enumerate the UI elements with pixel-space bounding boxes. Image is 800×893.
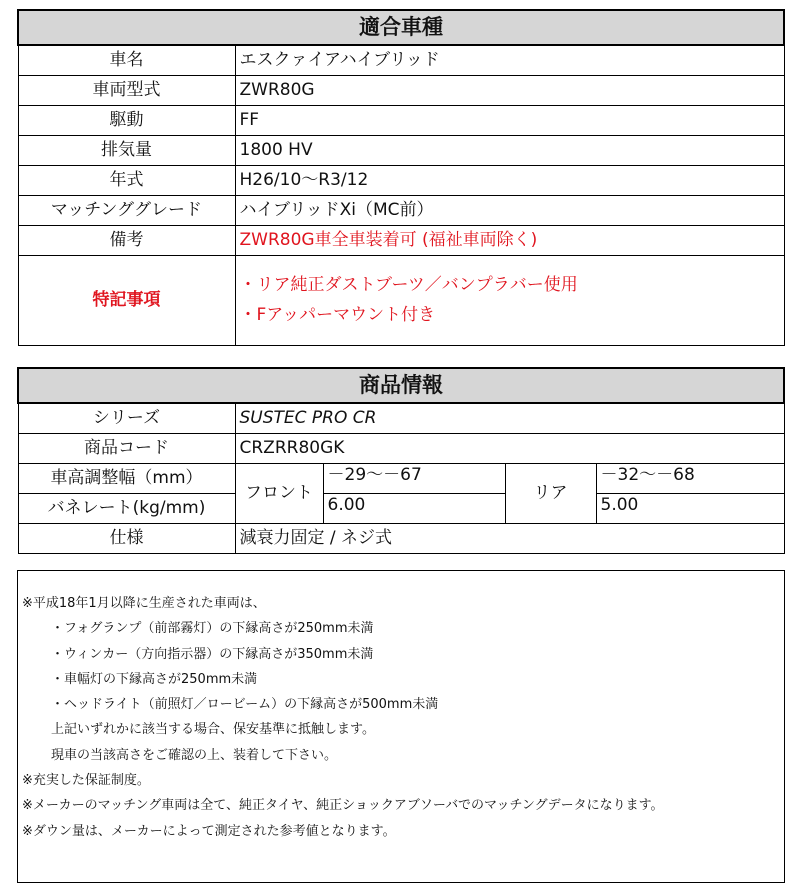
grade-label: マッチンググレード (18, 195, 235, 225)
model-code-value: ZWR80G (235, 75, 784, 105)
vehicle-name-value: エスクァイアハイブリッド (235, 45, 784, 75)
note-line: ※メーカーのマッチング車両は全て、純正タイヤ、純正ショックアブソーバでのマッチングデータになります。 (22, 798, 664, 814)
special-note-line: ・Fアッパーマウント付き (239, 305, 436, 325)
displacement-value: 1800 HV (235, 135, 784, 165)
displacement-label: 排気量 (18, 135, 235, 165)
note-line: ※平成18年1月以降に生産された車両は、 (22, 596, 266, 611)
note-line: ※ダウン量は、メーカーによって測定された参考値となります。 (22, 823, 396, 839)
ride-height-label: 車高調整幅（mm） (18, 463, 235, 493)
note-line: ・フォグランプ（前部霧灯）の下縁高さが250mm未満 (51, 621, 374, 637)
note-line: ・ヘッドライト（前照灯／ロービーム）の下縁高さが500mm未満 (51, 697, 439, 713)
grade-value: ハイブリッドXi（MC前） (235, 195, 784, 225)
series-label: シリーズ (18, 403, 235, 433)
special-notes-value (235, 255, 784, 345)
rear-height-value: －32～－68 (596, 463, 784, 493)
drive-label: 駆動 (18, 105, 235, 135)
note-line: 上記いずれかに該当する場合、保安基準に抵触します。 (51, 722, 375, 738)
compat-title: 適合車種 (18, 10, 784, 45)
spec-label: 仕様 (18, 523, 235, 553)
vehicle-name-label: 車名 (18, 45, 235, 75)
remarks-value: ZWR80G車全車装着可 (福祉車両除く) (235, 225, 784, 255)
remarks-label: 備考 (18, 225, 235, 255)
note-line: ・車幅灯の下縁高さが250mm未満 (51, 671, 258, 687)
product-code-value: CRZRR80GK (235, 433, 784, 463)
spec-value: 減衰力固定 / ネジ式 (235, 523, 784, 553)
note-line: ※充実した保証制度。 (22, 773, 150, 789)
special-notes-label: 特記事項 (18, 255, 235, 345)
rear-rate-value: 5.00 (596, 493, 784, 523)
product-code-label: 商品コード (18, 433, 235, 463)
rear-label: リア (505, 463, 596, 523)
front-label: フロント (235, 463, 323, 523)
front-height-value: －29～－67 (323, 463, 505, 493)
spring-rate-label: バネレート(kg/mm) (18, 493, 235, 523)
special-note-line: ・リア純正ダストブーツ／バンプラバー使用 (239, 275, 578, 295)
product-title: 商品情報 (18, 368, 784, 403)
series-value: SUSTEC PRO CR (235, 403, 784, 433)
model-code-label: 車両型式 (18, 75, 235, 105)
note-line: ・ウィンカー（方向指示器）の下縁高さが350mm未満 (51, 646, 374, 662)
front-rate-value: 6.00 (323, 493, 505, 523)
compat-table (17, 9, 785, 346)
year-label: 年式 (18, 165, 235, 195)
product-table (17, 367, 785, 554)
note-line: 現車の当該高さをご確認の上、装着して下さい。 (51, 747, 338, 763)
year-value: H26/10～R3/12 (235, 165, 784, 195)
notes-box (17, 570, 785, 883)
drive-value: FF (235, 105, 784, 135)
